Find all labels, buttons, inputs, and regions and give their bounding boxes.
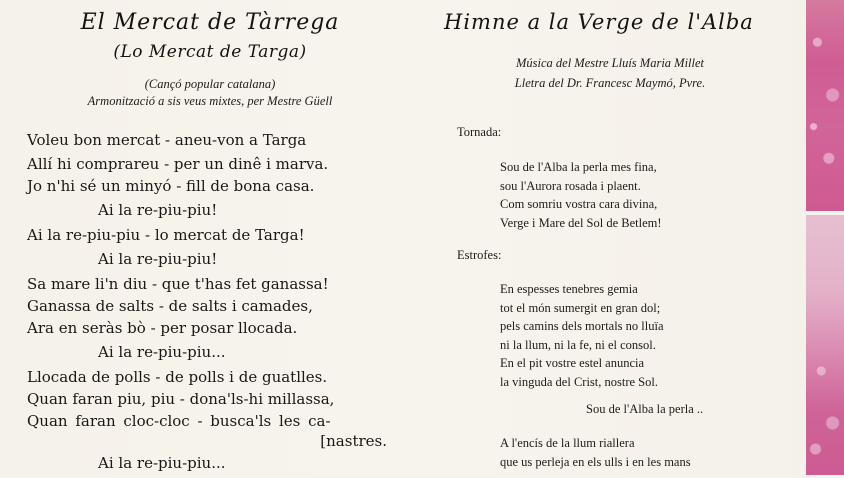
lyric-line: Llocada de polls - de polls i de guatlles.	[27, 368, 328, 386]
refrain-line: Ai la re-piu-piu...	[98, 454, 226, 472]
stanza-line: En espesses tenebres gemia	[500, 282, 638, 296]
lyrics-credit: Lletra del Dr. Francesc Maymó, Pvre.	[514, 76, 706, 90]
stanza-line: pels camins dels mortals no lluïa	[500, 319, 664, 333]
stanza-line: Verge i Mare del Sol de Betlem!	[500, 215, 662, 230]
music-credit: Música del Mestre Lluís Maria Millet	[515, 56, 705, 70]
tornada-stanza	[500, 158, 662, 232]
stanza-line: A l'encís de la llum riallera	[500, 436, 635, 450]
lyrics-mercat	[27, 130, 387, 478]
stanza-line: que us perleja en els ulls i en les mans	[500, 454, 691, 469]
refrain-line: Ai la re-piu-piu...	[98, 343, 226, 361]
song-origin-note: (Cançó popular catalana)	[144, 77, 276, 91]
tornada-label: Tornada:	[457, 125, 502, 139]
lyric-line: Sa mare li'n diu - que t'has fet ganassa!	[27, 275, 329, 293]
lyric-line: Quan faran cloc-cloc - busca'ls les ca-	[27, 412, 331, 430]
song-title-mercat: El Mercat de Tàrrega	[80, 10, 340, 35]
lyric-line: Voleu bon mercat - aneu-von a Targa	[27, 131, 307, 149]
photo-image-bottom	[806, 215, 844, 475]
photo-image-top	[806, 0, 844, 211]
song-subtitle: (Lo Mercat de Targa)	[113, 42, 307, 62]
estrofa-2	[500, 434, 691, 471]
stanza-line: En el pit vostre estel anuncia	[500, 356, 645, 370]
refrain-line: Ai la re-piu-piu!	[98, 250, 218, 268]
refrain-line: Ai la re-piu-piu!	[98, 201, 218, 219]
song-title-himne: Himne a la Verge de l'Alba	[444, 10, 754, 34]
stanza-line: ni la llum, ni la fe, ni el consol.	[500, 337, 656, 352]
arrangement-credit: Armonització a sis veus mixtes, per Mestre Güell	[87, 94, 333, 108]
stanza-line: sou l'Aurora rosada i plaent.	[500, 178, 641, 193]
lyric-line: Ara en seràs bò - per posar llocada.	[27, 319, 298, 337]
stanza-line: Sou de l'Alba la perla mes fina,	[500, 160, 657, 174]
estrofes-label: Estrofes:	[457, 248, 502, 262]
lyric-line: Ai la re-piu-piu - lo mercat de Targa!	[27, 226, 305, 244]
lyric-line: Jo n'hi sé un minyó - fill de bona casa.	[27, 177, 315, 195]
lyric-line: Allí hi comprareu - per un dinê i marva.	[27, 155, 329, 173]
lyric-line: Ganassa de salts - de salts i camades,	[27, 297, 313, 315]
lyric-line-continuation: [nastres.	[320, 432, 387, 450]
photo-strip	[806, 0, 844, 475]
lyric-line: Quan faran piu, piu - dona'ls-hi millassa,	[27, 390, 335, 408]
refrain-reference: Sou de l'Alba la perla ..	[586, 402, 704, 416]
stanza-line: Com somriu vostra cara divina,	[500, 197, 658, 211]
stanza-line: tot el món sumergit en gran dol;	[500, 300, 661, 315]
stanza-line: la vinguda del Crist, nostre Sol.	[500, 374, 658, 389]
estrofa-1	[500, 280, 664, 391]
